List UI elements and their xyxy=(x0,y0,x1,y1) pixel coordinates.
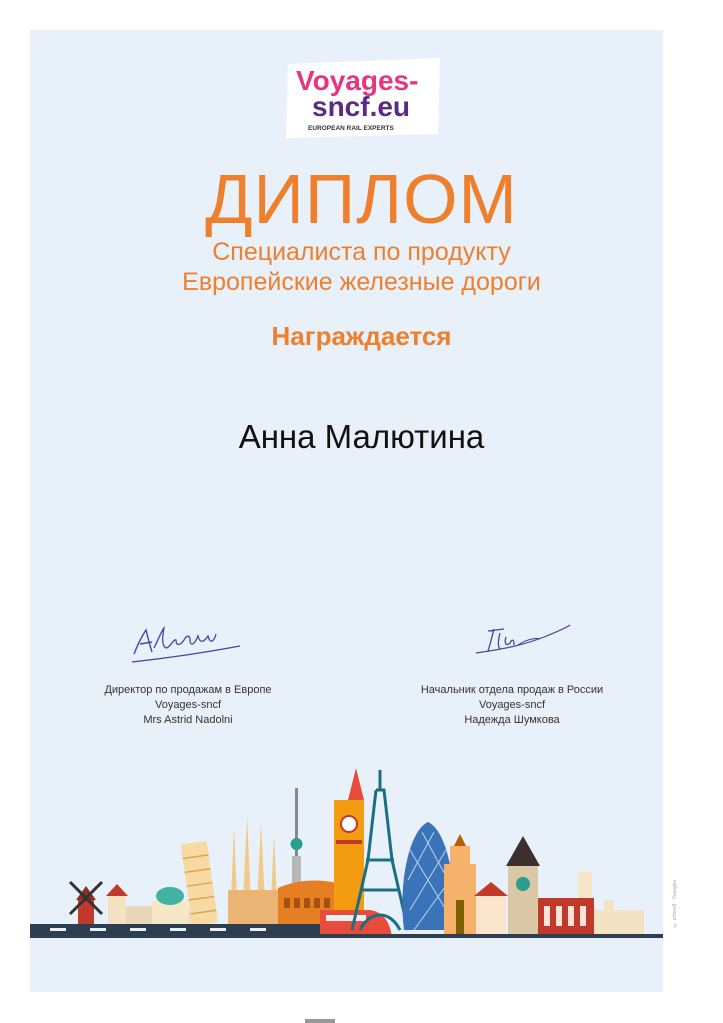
buildings-center-icon xyxy=(444,834,508,934)
right-signature xyxy=(474,615,574,659)
left-signatory xyxy=(58,683,318,728)
left-signatory-company: Voyages-sncf xyxy=(154,699,222,711)
diploma-title: ДИПЛОМ xyxy=(205,160,518,238)
voyages-sncf-logo xyxy=(282,56,444,140)
right-signatory xyxy=(382,683,642,728)
left-signatory-position: Директор по продажам в Европе xyxy=(104,684,272,696)
logo-line1: Voyages- xyxy=(296,65,419,96)
awarded-label: Награждается xyxy=(271,321,452,351)
buildings-right-icon xyxy=(538,872,644,934)
diploma-subtitle-line2: Европейские железные дороги xyxy=(182,268,541,296)
recipient-name: Анна Малютина xyxy=(238,418,485,455)
clock-tower-icon xyxy=(506,836,540,934)
diploma-subtitle-line1: Специалиста по продукту xyxy=(212,238,511,266)
logo-line2: sncf.eu xyxy=(312,91,411,122)
right-signatory-position: Начальник отдела продаж в России xyxy=(420,684,604,696)
image-credit: © artbox9 · Voyages xyxy=(672,880,678,928)
logo-tagline: EUROPEAN RAIL EXPERTS xyxy=(308,125,394,132)
right-signatory-name: Надежда Шумкова xyxy=(464,714,560,726)
right-signatory-company: Voyages-sncf xyxy=(478,699,546,711)
windmill-icon xyxy=(70,882,102,924)
bottom-edge-mark xyxy=(305,1019,335,1023)
left-signature xyxy=(128,618,243,666)
left-signatory-name: Mrs Astrid Nadolni xyxy=(143,714,233,726)
european-skyline-illustration xyxy=(30,760,663,945)
sagrada-familia-icon xyxy=(228,816,280,924)
